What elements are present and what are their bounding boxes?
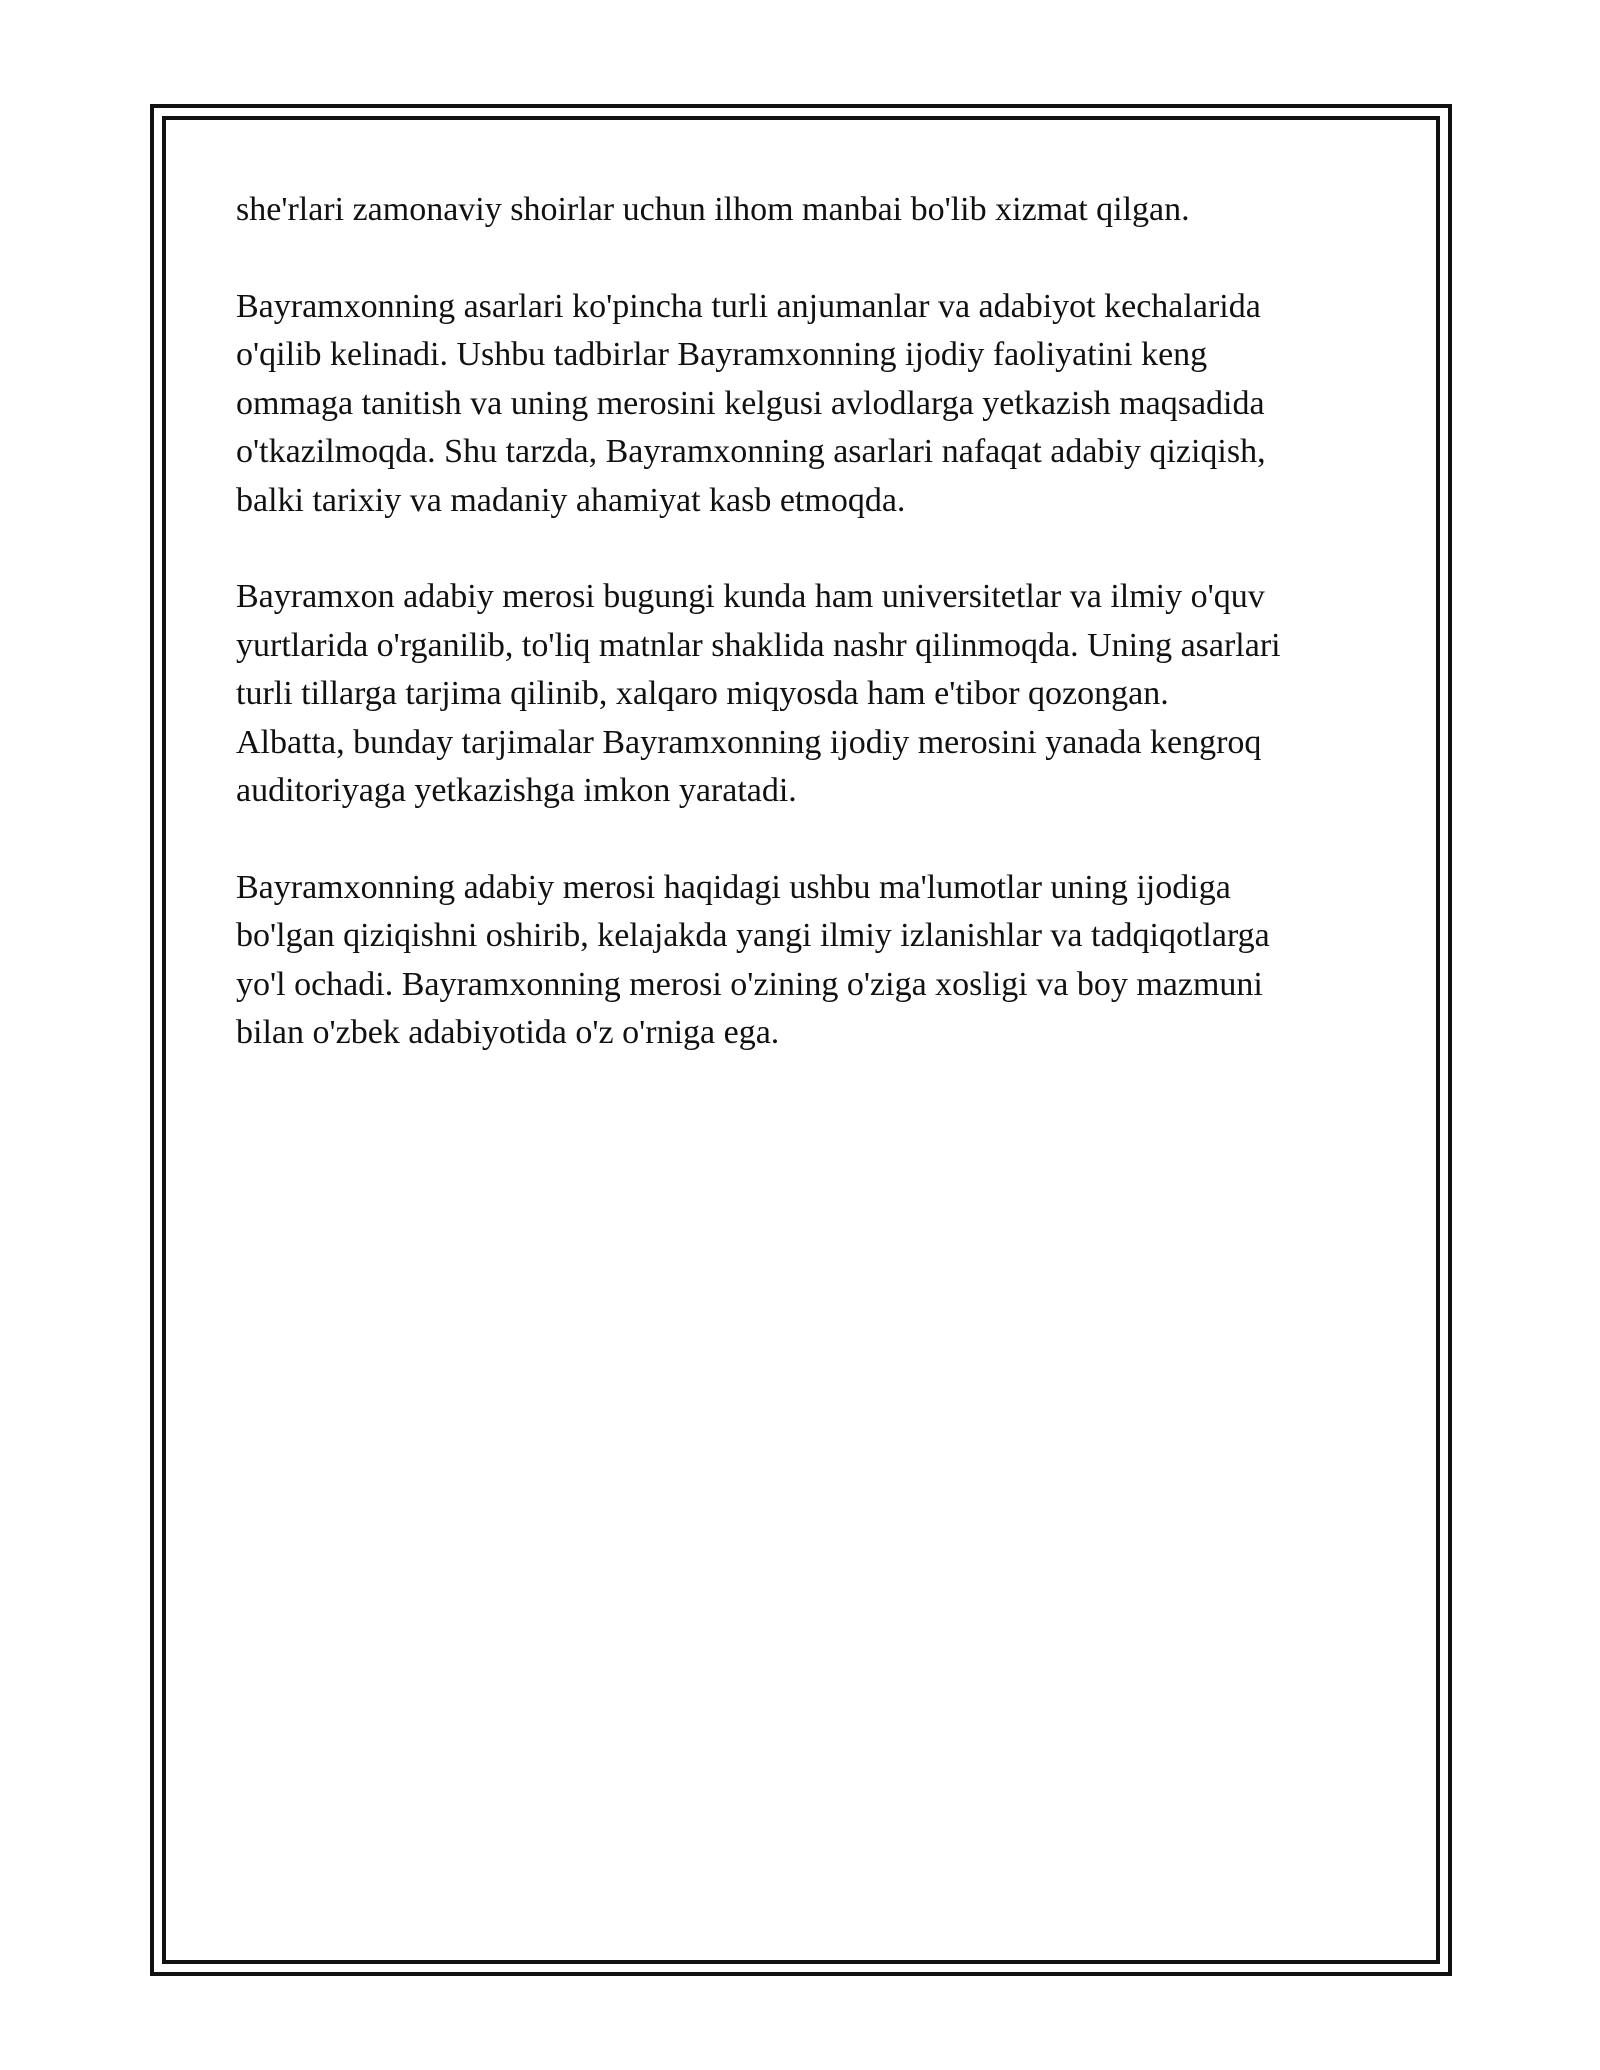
paragraph-3: Bayramxon adabiy merosi bugungi kunda ham universitetlar va ilmiy o'quv yurtlarida o'rganilib, to'liq matnlar shaklida nashr qilinmoqda. Uning asarlari turli tillarga tarjima qilinib, xalqaro miqyosda ham e'tibor qozongan. Albatta, bunday tarjimalar Bayramxonning ijodiy merosini yanada kengroq auditoriyaga yetkazishga imkon yaratadi. (236, 578, 1281, 809)
paragraph-1: she'rlari zamonaviy shoirlar uchun ilhom manbai bo'lib xizmat qilgan. (236, 191, 1190, 228)
paragraph-4: Bayramxonning adabiy merosi haqidagi ushbu ma'lumotlar uning ijodiga bo'lgan qiziqishni oshirib, kelajakda yangi ilmiy izlanishlar va tadqiqotlarga yo'l ochadi. Bayramxonning merosi o'zining o'ziga xosligi va boy mazmuni bilan o'zbek adabiyotida o'z o'rniga ega. (236, 868, 1270, 1051)
document-body (236, 186, 1376, 1106)
paragraph-2: Bayramxonning asarlari ko'pincha turli anjumanlar va adabiyot kechalarida o'qilib kelinadi. Ushbu tadbirlar Bayramxonning ijodiy faoliyatini keng ommaga tanitish va uning merosini kelgusi avlodlarga yetkazish maqsadida o'tkazilmoqda. Shu tarzda, Bayramxonning asarlari nafaqat adabiy qiziqish, balki tarixiy va madaniy ahamiyat kasb etmoqda. (236, 287, 1266, 519)
